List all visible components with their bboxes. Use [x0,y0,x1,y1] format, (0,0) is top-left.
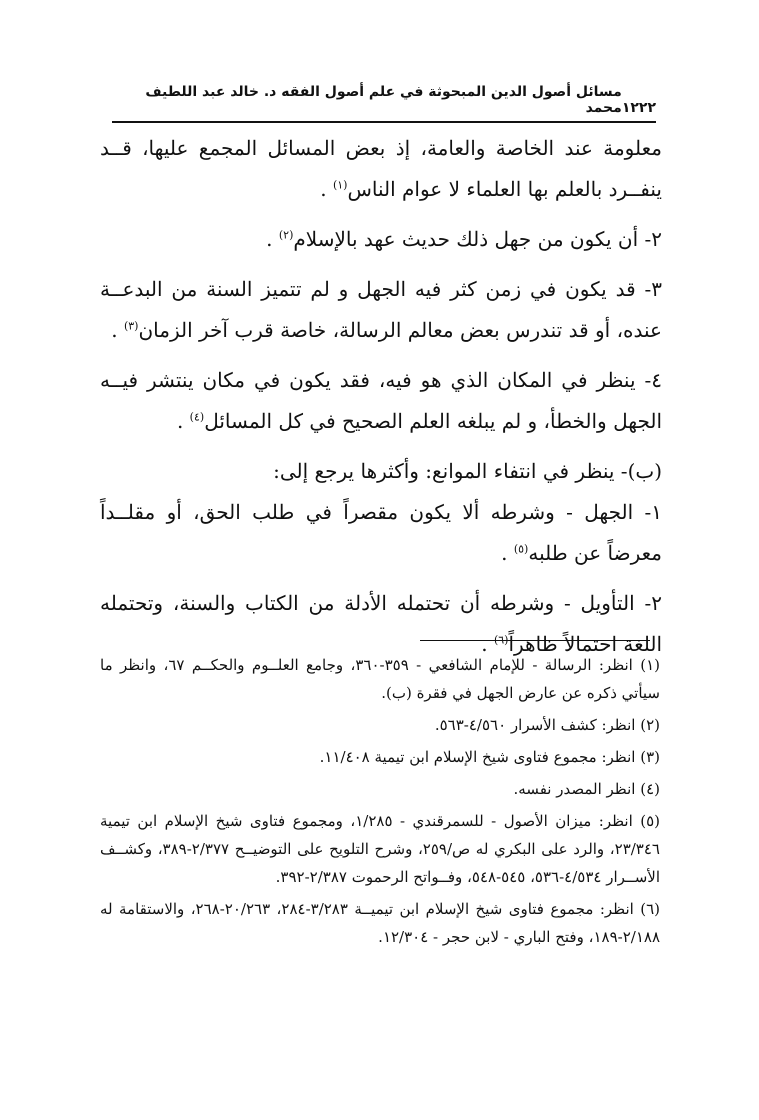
main-text [100,128,662,674]
paragraph-4: ٤- ينظر في المكان الذي هو فيه، فقد يكون في مكان ينتشر فيــه الجهل والخطأ، و لم يبلغه العلم الصحيح في كل المسائل$^{(٤)}$ . [100,368,662,433]
footnote-ref-4: (٤) [189,410,205,424]
footnote-1: (١) انظر: الرسالة - للإمام الشافعي - ٣٥٩-٣٦٠، وجامع العلــوم والحكــم ٦٧، وانظر ما سيأتي ذكره عن عارض الجهل في فقرة (ب). [100,656,660,702]
footnote-ref-3: (٣) [123,319,139,333]
paragraph-5: (ب)- ينظر في انتفاء الموانع: وأكثرها يرجع إلى: [273,459,662,483]
footnote-2: (٢) انظر: كشف الأسرار ٤/٥٦٠-٥٦٣. [434,716,660,734]
header-rule [112,121,656,123]
footnote-ref-1: (١) [332,178,348,192]
paragraph-3: ٣- قد يكون في زمن كثر فيه الجهل و لم تتميز السنة من البدعــة عنده، أو قد تندرس بعض معالم الرسالة، خاصة قرب آخر الزمان$^{(٣)}$ . [100,277,662,342]
footnote-ref-5: (٥) [513,542,529,556]
footnote-5: (٥) انظر: ميزان الأصول - للسمرقندي - ١/٢٨٥، ومجموع فتاوى شيخ الإسلام ابن تيمية ٢٣/٣٤٦، والرد على البكري له ص/٢٥٩، وشرح التلويح على التوضيــح ٢/٣٧٧-٣٨٩، وكشــف الأســرار ٤/٥٣٤-٥٣٦، ٥٤٥-٥٤٨، وفــواتح الرحموت ٢/٣٨٧-٣٩٢. [100,812,660,886]
footnote-separator [420,640,650,641]
footnote-ref-6: (٦) [493,633,509,647]
footnotes [100,651,660,955]
author-name: د. خالد عبد اللطيف محمد [145,84,622,116]
running-header [112,84,656,116]
page-number: ١٢٢٢ [621,100,656,116]
footnote-3: (٣) انظر: مجموع فتاوى شيخ الإسلام ابن تيمية ١١/٤٠٨. [319,748,660,766]
paragraph-1: معلومة عند الخاصة والعامة، إذ بعض المسائل المجمع عليها، قــد ينفــرد بالعلم بها العلماء لا عوام الناس$^{(١)}$ . [100,136,662,201]
footnote-6: (٦) انظر: مجموع فتاوى شيخ الإسلام ابن تيميــة ٣/٢٨٣-٢٨٤، ٢٠/٢٦٣-٢٦٨، والاستقامة له ٢/١٨٨-١٨٩، وفتح الباري - لابن حجر - ١٢/٣٠٤. [100,900,660,946]
paragraph-6: ١- الجهل - وشرطه ألا يكون مقصراً في طلب الحق، أو مقلــداً معرضاً عن طلبه$^{(٥)}$ . [100,500,662,565]
footnote-ref-2: (٢) [278,228,294,242]
paragraph-2: ٢- أن يكون من جهل ذلك حديث عهد بالإسلام$^{(٢)}$ . [266,227,662,251]
book-title: مسائل أصول الدين المبحوثة في علم أصول الفقه [281,84,622,100]
header-title [112,84,622,116]
footnote-4: (٤) انظر المصدر نفسه. [513,780,660,798]
paragraph-7: ٢- التأويل - وشرطه أن تحتمله الأدلة من الكتاب والسنة، وتحتمله اللغة احتمالاً ظاهراً$^{(٦)}$ . [100,591,662,656]
